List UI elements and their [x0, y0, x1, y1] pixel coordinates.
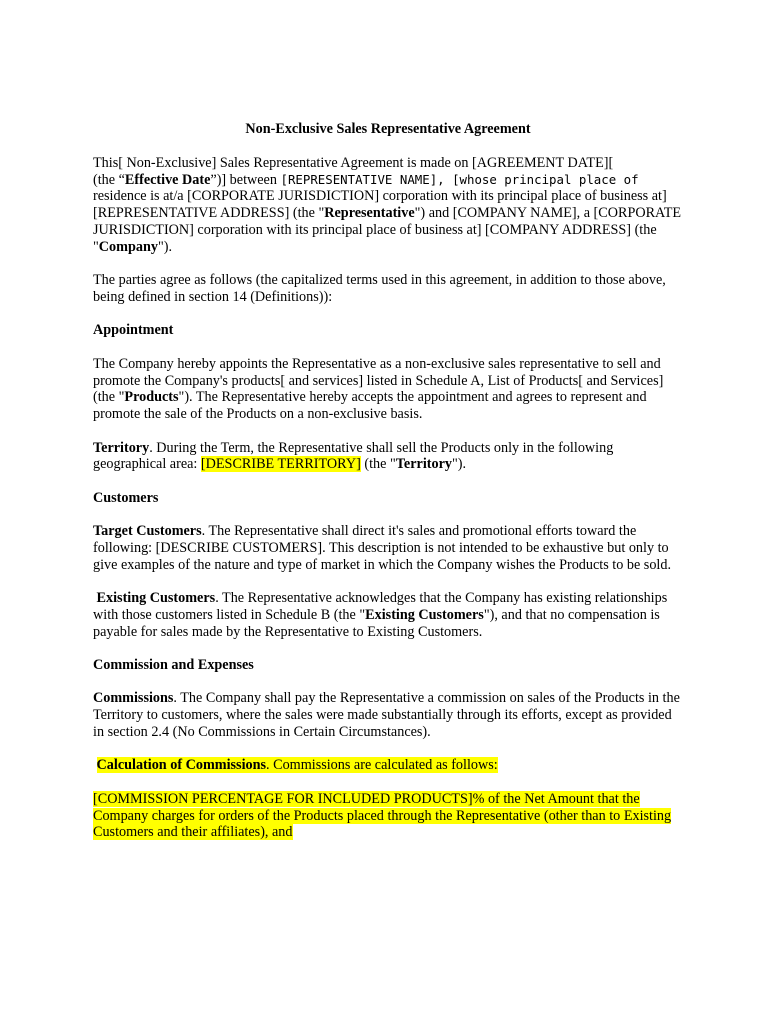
territory-label: Territory [93, 439, 150, 456]
target-customers-paragraph [93, 523, 683, 573]
intro-text-8: ") and [COMPANY NAME], a [CORPORATE JURISDICTION] corporation with its principal place of business at] [COMPANY ADDRESS] (the " [93, 205, 682, 255]
customers-heading: Customers [93, 489, 159, 506]
calculation-label: Calculation of Commissions [96, 757, 267, 774]
appointment-heading: Appointment [93, 322, 174, 339]
intro-text-5: [REPRESENTATIVE NAME], [whose principal place of [280, 171, 639, 187]
appointment-text-3: "). The Representative hereby accepts the appointment and agrees to represent and promote the sale of the Products on a non-exclusive basis. [93, 389, 647, 423]
territory-text-2: (the " [360, 456, 396, 473]
calculation-highlight [97, 757, 498, 773]
effective-date-term: Effective Date [124, 171, 211, 188]
commissions-text: . The Company shall pay the Representative a commission on sales of the Products in the Territory to customers, where the sales were made substantially through its efforts, except as provided in section 2.4 (No Commissions in Certain Circumstances). [93, 690, 680, 741]
appointment-text-1: The Company hereby appoints the Representative as a non-exclusive sales representative to sell and promote the Company's products[ and services] listed in Schedule A, List of Products[ and Services] (the " [93, 355, 664, 406]
intro-text-4: ”)] between [210, 171, 281, 188]
intro-text-1: This[ Non-Exclusive] Sales Representative Agreement is made on [AGREEMENT DATE][ [93, 154, 614, 171]
document-page [93, 121, 683, 858]
commission-percentage-highlight: [COMMISSION PERCENTAGE FOR INCLUDED PRODUCTS]% of the Net Amount that the Company charges for orders of the Products placed through the Representative (other than to Existing Customers and their affiliates), and [93, 790, 672, 841]
calculation-paragraph [93, 757, 683, 774]
existing-customers-text-1: . The Representative acknowledges that the Company has existing relationships with those customers listed in Schedule B (the " [93, 590, 668, 623]
representative-term: Representative [324, 205, 415, 222]
commissions-paragraph [93, 690, 683, 740]
existing-customers-term: Existing Customers [365, 606, 484, 623]
territory-text-3: "). [451, 456, 467, 473]
commission-heading: Commission and Expenses [93, 657, 254, 674]
existing-customers-paragraph [93, 590, 683, 640]
company-term: Company [98, 238, 158, 255]
intro-text-6: residence is at/a [CORPORATE JURISDICTION] corporation with its principal place of business at] [REPRESENTATIVE ADDRESS] (the " [93, 188, 667, 222]
existing-customers-text-2: "), and that no compensation is payable for sales made by the Representative to Existing Customers. [93, 606, 660, 640]
products-term: Products [124, 389, 179, 406]
intro-text-2: (the “ [93, 171, 125, 188]
intro-paragraph [93, 155, 683, 256]
target-customers-text: . The Representative shall direct it's sales and promotional efforts toward the following: [DESCRIBE CUSTOMERS]. This description is not intended to be exhaustive but only to give examples of the nature and type of market in which the Company wishes the Products to be sold. [93, 523, 672, 573]
territory-text-1: . During the Term, the Representative shall sell the Products only in the following geographical area: [93, 439, 614, 473]
territory-paragraph [93, 440, 683, 474]
territory-placeholder-highlight: [DESCRIBE TERRITORY] [200, 456, 361, 473]
parties-paragraph: The parties agree as follows (the capitalized terms used in this agreement, in addition to those above, being defined in section 14 (Definitions)): [93, 272, 666, 305]
intro-text-10: "). [157, 238, 173, 255]
territory-term: Territory [395, 456, 452, 473]
calculation-text: . Commissions are calculated as follows: [266, 757, 498, 774]
existing-customers-label: Existing Customers [96, 590, 216, 607]
commission-percentage-paragraph [93, 791, 683, 841]
appointment-paragraph [93, 356, 683, 423]
target-customers-label: Target Customers [93, 523, 202, 540]
document-title: Non-Exclusive Sales Representative Agreement [245, 121, 531, 137]
commissions-label: Commissions [93, 690, 174, 707]
